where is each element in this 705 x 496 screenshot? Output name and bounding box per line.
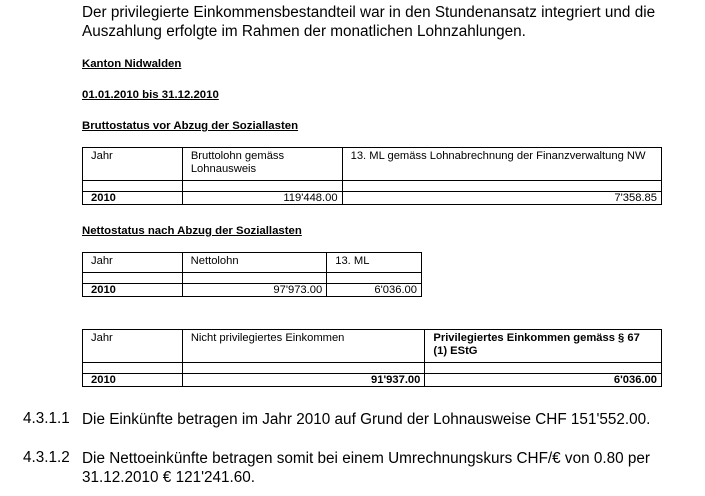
cell-year: 2010	[83, 284, 183, 297]
privileged-income-table	[82, 329, 662, 387]
heading-canton: Kanton Nidwalden	[82, 58, 182, 70]
cell-year: 2010	[83, 374, 183, 387]
column-header-year: Jahr	[83, 253, 183, 273]
table-spacer-row	[83, 181, 662, 192]
column-header-privileged-income: Privilegiertes Einkommen gemäss § 67 (1) EStG	[425, 330, 662, 363]
table-row	[83, 192, 662, 205]
cell-13th-salary: 7'358.85	[342, 192, 661, 205]
gross-salary-table	[82, 147, 662, 205]
table-header-row	[83, 253, 422, 273]
cell-net-salary: 97'973.00	[182, 284, 327, 297]
table-row	[83, 374, 662, 387]
table-row	[83, 284, 422, 297]
column-header-year: Jahr	[83, 148, 183, 181]
paragraph-number-1: 4.3.1.1	[23, 410, 70, 427]
table-header-row	[83, 330, 662, 363]
heading-gross-status: Bruttostatus vor Abzug der Soziallasten	[82, 120, 299, 132]
column-header-non-privileged-income: Nicht privilegiertes Einkommen	[182, 330, 425, 363]
column-header-13th-salary: 13. ML gemäss Lohnabrechnung der Finanzverwaltung NW	[342, 148, 661, 181]
column-header-gross-salary: Bruttolohn gemäss Lohnausweis	[182, 148, 342, 181]
cell-non-privileged-income: 91'937.00	[182, 374, 425, 387]
column-header-net-salary: Nettolohn	[182, 253, 327, 273]
cell-gross-salary: 119'448.00	[182, 192, 342, 205]
heading-net-status: Nettostatus nach Abzug der Soziallasten	[82, 225, 302, 237]
column-header-13th-salary: 13. ML	[327, 253, 422, 273]
column-header-year: Jahr	[83, 330, 183, 363]
net-salary-table	[82, 252, 422, 297]
table-spacer-row	[83, 273, 422, 284]
table-spacer-row	[83, 363, 662, 374]
paragraph-text-1: Die Einkünfte betragen im Jahr 2010 auf Grund der Lohnausweise CHF 151'552.00.	[82, 411, 651, 428]
paragraph-number-2: 4.3.1.2	[23, 449, 70, 466]
paragraph-text-2: Die Nettoeinkünfte betragen somit bei einem Umrechnungskurs CHF/€ von 0.80 per 31.12.2010 € 121'241.60.	[82, 450, 650, 486]
cell-privileged-income: 6'036.00	[425, 374, 662, 387]
heading-period: 01.01.2010 bis 31.12.2010	[82, 89, 219, 101]
cell-13th-salary: 6'036.00	[327, 284, 422, 297]
cell-year: 2010	[83, 192, 183, 205]
intro-paragraph: Der privilegierte Einkommensbestandteil war in den Stundenansatz integriert und die Auszahlung erfolgte im Rahmen der monatlichen Lohnzahlungen.	[82, 4, 656, 40]
table-header-row	[83, 148, 662, 181]
